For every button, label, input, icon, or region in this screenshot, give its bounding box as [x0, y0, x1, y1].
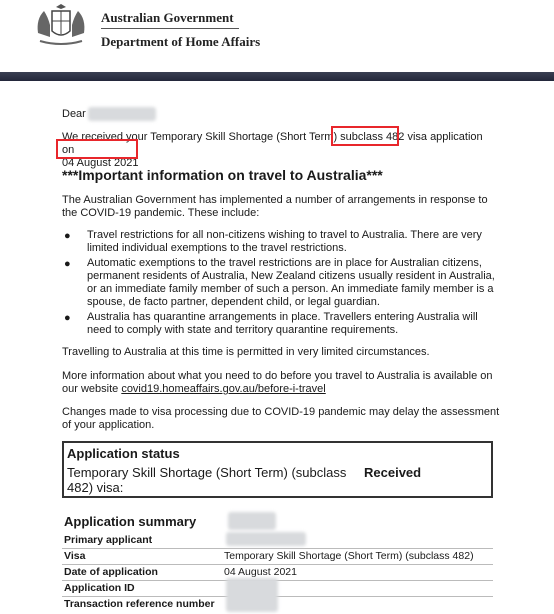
list-item: ● Australia has quarantine arrangements in place. Travellers entering Australia will need to comply with state and territory quarantine requirements. [64, 311, 478, 336]
summary-title: Application summary [64, 514, 197, 529]
status-badge: Received [364, 465, 422, 480]
travel-info-link[interactable]: covid19.homeaffairs.gov.au/before-i-travel [121, 383, 326, 395]
table-row: Transaction reference number [64, 598, 215, 610]
greeting-text: Dear [62, 108, 86, 120]
table-row: Visa Temporary Skill Shortage (Short Term) (subclass 482) [62, 548, 493, 565]
coat-of-arms-icon [30, 3, 92, 49]
status-visa: Temporary Skill Shortage (Short Term) (subclass 482) visa: [67, 465, 347, 495]
department-name: Department of Home Affairs [101, 34, 261, 49]
redacted-applicant [226, 532, 306, 546]
table-row: Primary applicant [62, 532, 493, 549]
page-header [0, 0, 554, 72]
intro-text-end: visa application on [62, 131, 483, 156]
list-item: ● Travel restrictions for all non-citizens wishing to travel to Australia. There are very limited individual exemptions to the travel restrictions. [64, 229, 482, 254]
intro-text: We received your Temporary Skill Shortage (Short Term) [62, 131, 341, 143]
important-info-title: ***Important information on travel to Australia*** [62, 167, 383, 183]
table-row: Date of application 04 August 2021 [62, 564, 493, 581]
status-title: Application status [67, 446, 180, 461]
processing-paragraph: Changes made to visa processing due to COVID-19 pandemic may delay the assessment of your application. [62, 406, 500, 431]
subclass-text: subclass 482 [340, 131, 405, 143]
redacted-name [88, 107, 156, 121]
government-name: Australian Government [101, 10, 234, 25]
header-divider [101, 28, 239, 29]
more-info-paragraph: More information about what you need to do before you travel to Australia is available on our website covid19.homeaffairs.gov.au/before-i-travel [62, 370, 493, 395]
highlight-date [56, 139, 138, 159]
travel-paragraph: Travelling to Australia at this time is permitted in very limited circumstances. [62, 346, 430, 358]
list-item: ● Automatic exemptions to the travel restrictions are in place for Australian citizens, permanent residents of Australia, New Zealand citizens usually resident in Australia, or an immediate family member of such a person. An immediate family member is a spouse, de facto partner, dependent child, or legal guardian. [64, 257, 495, 308]
intro-covid-paragraph: The Australian Government has implemented a number of arrangements in response to the COVID-19 pandemic. These include: [62, 194, 488, 219]
application-date: 04 August 2021 [62, 157, 139, 169]
redacted-ids [226, 578, 278, 612]
highlight-subclass [331, 126, 399, 146]
application-status-box [62, 441, 493, 498]
table-row: Application ID [62, 580, 493, 597]
redacted-avatar [228, 512, 276, 530]
restrictions-list [62, 229, 502, 339]
header-band [0, 72, 554, 81]
